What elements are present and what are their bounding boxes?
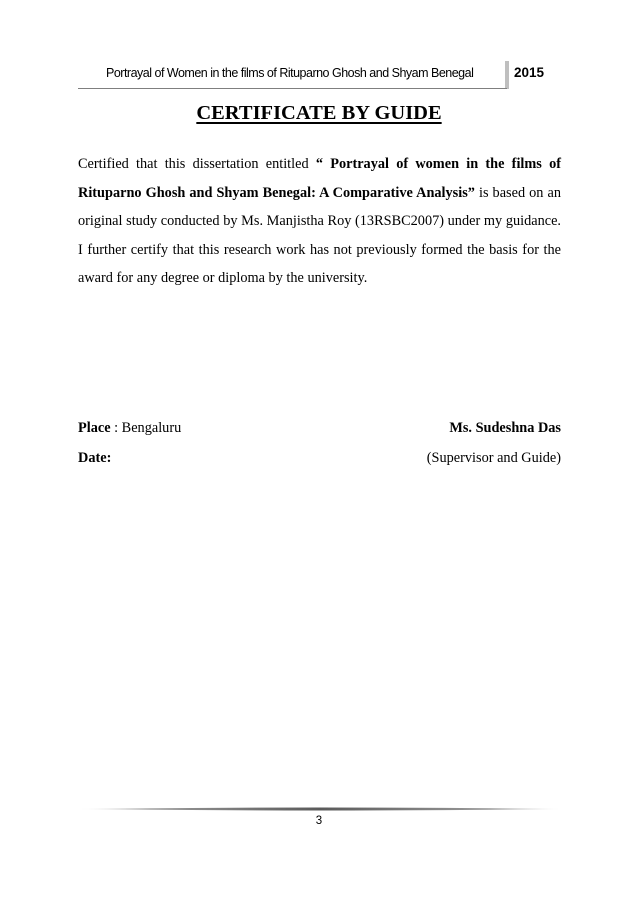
- running-header: [78, 61, 562, 89]
- certificate-heading: CERTIFICATE BY GUIDE: [196, 102, 442, 124]
- date-label: Date:: [78, 450, 112, 466]
- place-line: [78, 420, 181, 437]
- paragraph-rest: is based on an original study conducted by Ms. Manjistha Roy (13RSBC2007) under my guidance. I further certify that this research work has not previously formed the basis for the award for any degree or diploma by the university.: [78, 184, 561, 286]
- place-separator: :: [110, 420, 122, 436]
- place-label: Place: [78, 420, 111, 436]
- header-year: 2015: [514, 65, 545, 80]
- certificate-paragraph: [78, 150, 561, 293]
- header-rule: [78, 88, 507, 89]
- dissertation-title: “ Portrayal of women in the films of Rituparno Ghosh and Shyam Benegal: A Comparative Analysis”: [78, 156, 561, 201]
- supervisor-name: Ms. Sudeshna Das: [449, 420, 561, 436]
- header-divider: [505, 61, 509, 89]
- footer-rule: [78, 806, 562, 812]
- place-value: Bengaluru: [121, 420, 182, 436]
- page-number: 3: [315, 815, 323, 827]
- supervisor-role: (Supervisor and Guide): [426, 450, 561, 466]
- header-title: Portrayal of Women in the films of Rituparno Ghosh and Shyam Benegal: [106, 66, 474, 80]
- paragraph-lead: Certified that this dissertation entitled: [78, 156, 316, 172]
